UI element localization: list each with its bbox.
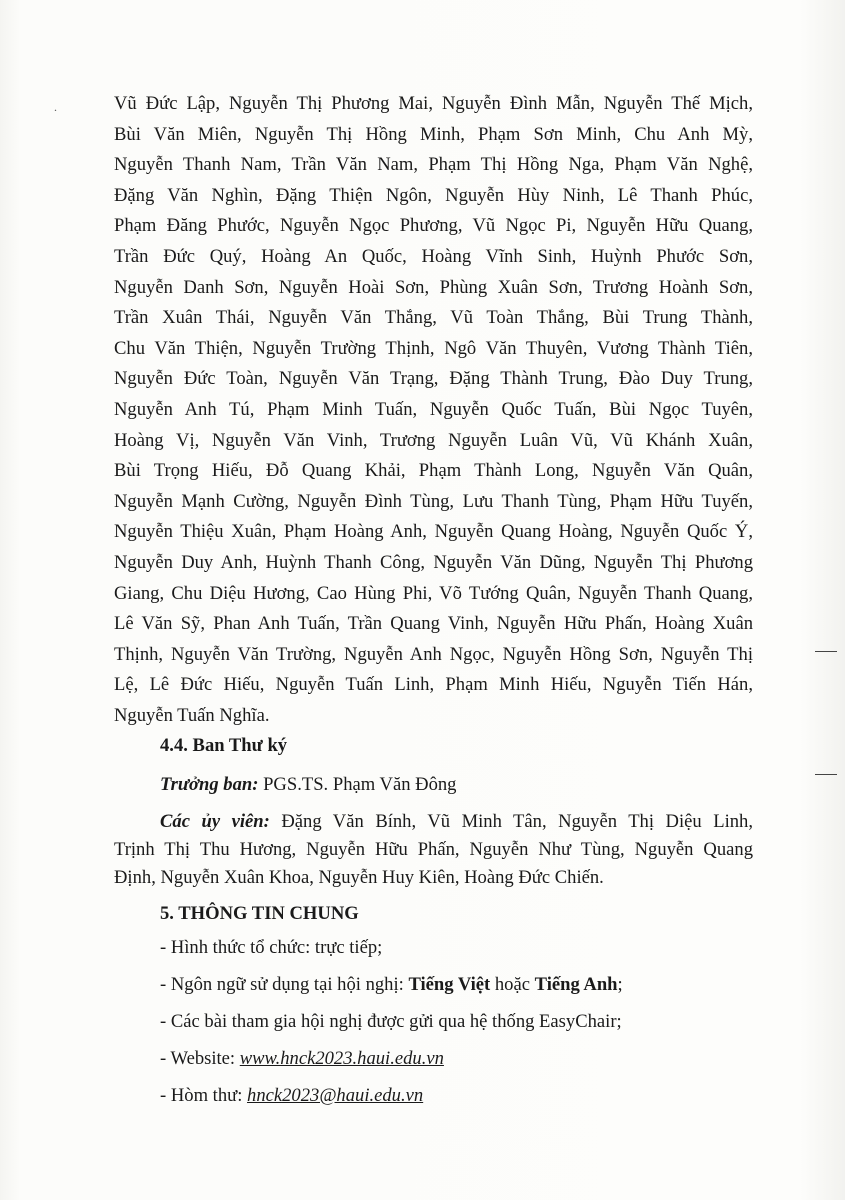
language-end: ; — [617, 974, 623, 995]
secretariat-members-line: Định, Nguyễn Xuân Khoa, Nguyễn Huy Kiên, Hoàng Đức Chiến. — [114, 867, 604, 888]
member-names-line: Nguyễn Anh Tú, Phạm Minh Tuấn, Nguyễn Quốc Tuấn, Bùi Ngọc Tuyên, — [114, 399, 753, 420]
member-names-line: Nguyễn Mạnh Cường, Nguyễn Đình Tùng, Lưu Thanh Tùng, Phạm Hữu Tuyến, — [114, 490, 753, 512]
members-text: Đặng Văn Bính, Vũ Minh Tân, Nguyễn Thị Diệu Linh, — [281, 811, 753, 832]
margin-mark — [815, 774, 837, 775]
member-names-line: Chu Văn Thiện, Nguyễn Trường Thịnh, Ngô Văn Thuyên, Vương Thành Tiên, — [114, 337, 753, 359]
section-heading-secretariat: 4.4. Ban Thư ký — [160, 735, 288, 756]
member-names-line: Nguyễn Duy Anh, Huỳnh Thanh Công, Nguyễn Văn Dũng, Nguyễn Thị Phương — [114, 552, 753, 573]
member-names-line: Nguyễn Thiệu Xuân, Phạm Hoàng Anh, Nguyễn Quang Hoàng, Nguyễn Quốc Ý, — [114, 521, 753, 543]
member-names-line: Bùi Văn Miên, Nguyễn Thị Hồng Minh, Phạm Sơn Minh, Chu Anh Mỳ, — [114, 123, 753, 145]
margin-speck: . — [54, 100, 57, 114]
member-names-line: Giang, Chu Diệu Hương, Cao Hùng Phi, Võ Tướng Quân, Nguyễn Thanh Quang, — [114, 582, 753, 604]
members-label: Các ủy viên: — [160, 811, 270, 832]
member-names-line: Phạm Đăng Phước, Nguyễn Ngọc Phương, Vũ Ngọc Pi, Nguyễn Hữu Quang, — [114, 215, 753, 237]
website-link[interactable]: www.hnck2023.haui.edu.vn — [239, 1048, 444, 1069]
member-names-line: Lê Văn Sỹ, Phan Anh Tuấn, Trần Quang Vinh, Nguyễn Hữu Phấn, Hoàng Xuân — [114, 613, 753, 635]
member-names-line: Vũ Đức Lập, Nguyễn Thị Phương Mai, Nguyễn Đình Mẫn, Nguyễn Thế Mịch, — [114, 93, 753, 114]
section-heading-general: 5. THÔNG TIN CHUNG — [160, 903, 359, 924]
info-language — [160, 974, 753, 996]
info-submission: - Các bài tham gia hội nghị được gửi qua hệ thống EasyChair; — [160, 1011, 622, 1032]
head-value: PGS.TS. Phạm Văn Đông — [263, 774, 457, 795]
member-names-line: Nguyễn Tuấn Nghĩa. — [114, 705, 270, 726]
member-names-line: Đặng Văn Nghìn, Đặng Thiện Ngôn, Nguyễn Hùy Ninh, Lê Thanh Phúc, — [114, 184, 753, 206]
member-names-line: Nguyễn Danh Sơn, Nguyễn Hoài Sơn, Phùng Xuân Sơn, Trương Hoành Sơn, — [114, 276, 753, 298]
member-names-line: Lệ, Lê Đức Hiếu, Nguyễn Tuấn Linh, Phạm Minh Hiếu, Nguyễn Tiến Hán, — [114, 674, 753, 696]
margin-mark — [815, 651, 837, 652]
language-label: - Ngôn ngữ sử dụng tại hội nghị: — [160, 974, 409, 995]
member-names-line: Hoàng Vị, Nguyễn Văn Vinh, Trương Nguyễn Luân Vũ, Vũ Khánh Xuân, — [114, 429, 753, 451]
member-names-line: Trần Đức Quý, Hoàng An Quốc, Hoàng Vĩnh Sinh, Huỳnh Phước Sơn, — [114, 246, 753, 267]
email-link[interactable]: hnck2023@haui.edu.vn — [247, 1085, 424, 1106]
secretariat-members-line — [160, 811, 753, 833]
info-website — [160, 1048, 753, 1070]
head-label: Trưởng ban: — [160, 774, 259, 795]
member-names-line: Bùi Trọng Hiếu, Đỗ Quang Khải, Phạm Thành Long, Nguyễn Văn Quân, — [114, 460, 753, 482]
secretariat-members-line: Trịnh Thị Thu Hương, Nguyễn Hữu Phấn, Nguyễn Như Tùng, Nguyễn Quang — [114, 839, 753, 860]
member-names-line: Thịnh, Nguyễn Văn Trường, Nguyễn Anh Ngọc, Nguyễn Hồng Sơn, Nguyễn Thị — [114, 643, 753, 665]
language-or: hoặc — [490, 974, 535, 995]
secretariat-head — [160, 774, 753, 796]
info-format: - Hình thức tổ chức: trực tiếp; — [160, 937, 383, 958]
language-en: Tiếng Anh — [534, 974, 618, 995]
member-names-line: Trần Xuân Thái, Nguyễn Văn Thắng, Vũ Toàn Thắng, Bùi Trung Thành, — [114, 307, 753, 329]
website-label: - Website: — [160, 1048, 240, 1069]
email-label: - Hòm thư: — [160, 1085, 248, 1106]
member-names-line: Nguyễn Thanh Nam, Trần Văn Nam, Phạm Thị Hồng Nga, Phạm Văn Nghệ, — [114, 154, 753, 176]
info-email — [160, 1085, 753, 1107]
member-names-line: Nguyễn Đức Toàn, Nguyễn Văn Trạng, Đặng Thành Trung, Đào Duy Trung, — [114, 368, 753, 390]
language-vi: Tiếng Việt — [408, 974, 491, 995]
